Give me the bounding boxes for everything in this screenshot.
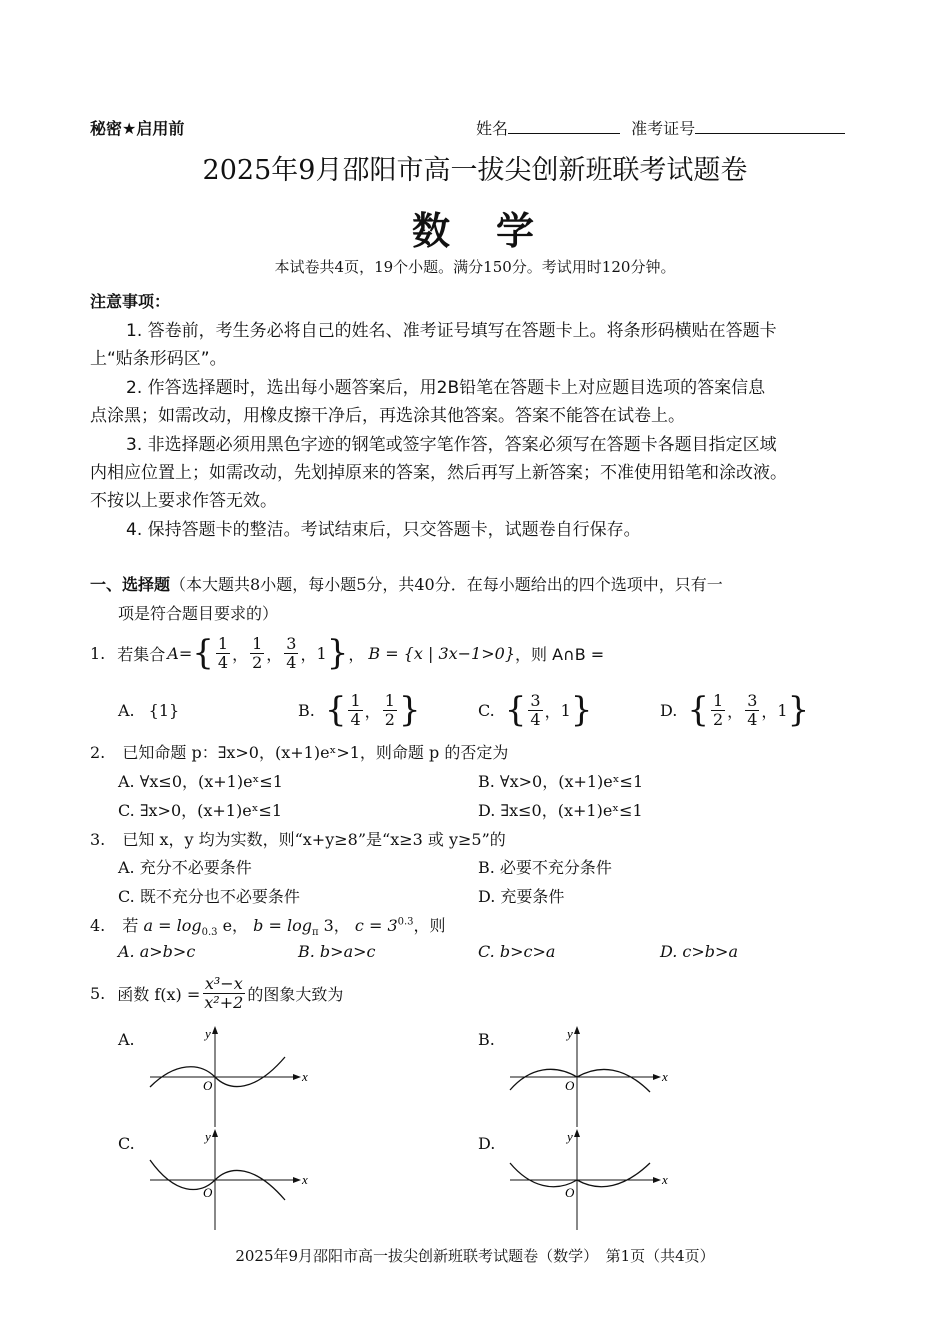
q2-number: 2. — [90, 743, 106, 762]
id-blank — [695, 119, 845, 134]
section-1-header — [90, 572, 723, 595]
q1-option-b[interactable]: B. { $\frac{1}{4}$ ， $\frac{1}{2}$ } — [298, 690, 421, 730]
section-1-heading: 一、选择题 — [90, 575, 171, 594]
q2-stem-text: 已知命题 p：∃x>0，(x+1)eˣ>1，则命题 p 的否定为 — [122, 743, 509, 762]
exam-title: 2025年9月邵阳市高一拔尖创新班联考试题卷 — [202, 155, 748, 186]
svg-text:y: y — [205, 1129, 211, 1144]
q1-frac-3-4: $\frac{3}{4}$ — [286, 633, 297, 672]
notice-item-3-line1: 3. 非选择题必须用黑色字迹的钢笔或签字笔作答，答案必须写在答题卡各题目指定区域 — [126, 435, 777, 455]
id-label: 准考证号 — [631, 119, 696, 138]
q4-option-a[interactable]: A. a>b>c — [118, 942, 196, 961]
notice-item-3-line3: 不按以上要求作答无效。 — [90, 491, 277, 511]
section-1-desc-cont: 项是符合题目要求的） — [118, 604, 279, 623]
svg-text:x: x — [662, 1069, 668, 1084]
q5-number: 5. — [90, 983, 106, 1003]
page-footer: 2025年9月邵阳市高一拔尖创新班联考试题卷（数学） 第1页（共4页） — [235, 1247, 715, 1265]
question-1-stem: 1. 若集合 A = { $\frac{1}{4}$ ， $\frac{1}{2}$ ， $\frac{3}{4}$ ， 1 } ， B = {x | 3x−1>0} ，则 A∩B = — [90, 633, 605, 673]
notice-item-2-line2: 点涂黑；如需改动，用橡皮擦干净后，再选涂其他答案。答案不能答在试卷上。 — [90, 406, 685, 426]
q2-option-d[interactable]: D. ∃x≤0，(x+1)eˣ≤1 — [478, 801, 643, 820]
q1-eq: = — [178, 643, 193, 663]
q1-frac-1-4: $\frac{1}{4}$ — [217, 633, 229, 672]
question-3-stem — [90, 827, 506, 850]
graph-c — [145, 1125, 335, 1235]
q2-option-b[interactable]: B. ∀x>0，(x+1)eˣ≤1 — [478, 772, 644, 791]
q1-brace-left: { — [192, 633, 214, 673]
question-4-stem: 4. 若 $a = \log_{0.3} e$， $b = \log_\pi 3$， $c = 3^{0.3}$，则 — [90, 916, 446, 939]
q1-frac-1-2: $\frac{1}{2}$ — [252, 633, 263, 672]
notice-heading: 注意事项： — [90, 292, 171, 311]
q4-number: 4. — [90, 916, 106, 935]
svg-text:x: x — [662, 1172, 668, 1187]
name-label: 姓名 — [476, 119, 509, 138]
q1-option-d[interactable]: D. { $\frac{1}{2}$ ， $\frac{3}{4}$ ， 1 } — [660, 690, 810, 730]
question-5-stem: 5. 函数 f(x) = $\frac{\text{x³−x}}{\text{x²+2}}$ 的图象大致为 — [90, 973, 344, 1012]
q1-set-b: B = {x | 3x−1>0} — [368, 643, 515, 663]
q5-option-b[interactable]: B. — [478, 1030, 495, 1049]
svg-text:x: x — [302, 1172, 308, 1187]
q1-elem-1: 1 — [316, 643, 327, 663]
svg-text:O: O — [565, 1185, 575, 1200]
svg-text:O: O — [203, 1185, 213, 1200]
q4-option-b[interactable]: B. b>a>c — [298, 942, 376, 961]
q4-option-d[interactable]: D. c>b>a — [660, 942, 738, 961]
q3-number: 3. — [90, 830, 106, 849]
name-field — [476, 116, 845, 139]
q1-option-c[interactable]: C. { $\frac{3}{4}$ ， 1 } — [478, 690, 593, 730]
q2-option-a[interactable]: A. ∀x≤0，(x+1)eˣ≤1 — [118, 772, 283, 791]
exam-intro: 本试卷共4页，19个小题。满分150分。考试用时120分钟。 — [274, 258, 676, 276]
notice-item-1-line2: 上“贴条形码区”。 — [90, 349, 227, 369]
svg-text:y: y — [567, 1026, 573, 1041]
svg-text:y: y — [567, 1129, 573, 1144]
subject-title: 数 学 — [411, 209, 538, 253]
q5-fraction: $\frac{\text{x³−x}}{\text{x²+2}}$ — [204, 973, 244, 1012]
graph-b — [505, 1022, 695, 1132]
q2-option-c[interactable]: C. ∃x>0，(x+1)eˣ≤1 — [118, 801, 283, 820]
svg-text:O: O — [203, 1078, 213, 1093]
secret-label: 秘密★启用前 — [90, 119, 185, 138]
q3-option-c[interactable]: C. 既不充分也不必要条件 — [118, 887, 300, 906]
name-blank — [508, 119, 620, 134]
q3-option-a[interactable]: A. 充分不必要条件 — [118, 858, 252, 877]
notice-item-4-line1: 4. 保持答题卡的整洁。考试结束后，只交答题卡，试题卷自行保存。 — [126, 520, 641, 540]
graph-a — [145, 1022, 335, 1132]
q4-option-c[interactable]: C. b>c>a — [478, 942, 556, 961]
graph-d — [505, 1125, 695, 1235]
q1-option-a[interactable]: A. {1} — [118, 700, 180, 720]
q1-number: 1. — [90, 643, 106, 663]
q1-tail: ，则 A∩B = — [515, 644, 605, 664]
section-1-desc: （本大题共8小题，每小题5分，共40分．在每小题给出的四个选项中，只有一 — [170, 575, 723, 594]
notice-item-2-line1: 2. 作答选择题时，选出每小题答案后，用2B铅笔在答题卡上对应题目选项的答案信息 — [126, 378, 766, 398]
question-2-stem — [90, 740, 508, 763]
q1-brace-right: } — [326, 633, 349, 673]
q5-option-d[interactable]: D. — [478, 1134, 496, 1153]
q1-var-a: A — [167, 643, 179, 663]
notice-item-1-line1: 1. 答卷前，考生务必将自己的姓名、准考证号填写在答题卡上。将条形码横贴在答题卡 — [126, 321, 777, 341]
svg-text:y: y — [205, 1026, 211, 1041]
q3-option-b[interactable]: B. 必要不充分条件 — [478, 858, 612, 877]
svg-text:O: O — [565, 1078, 575, 1093]
svg-text:x: x — [302, 1069, 308, 1084]
q5-option-c[interactable]: C. — [118, 1134, 135, 1153]
q3-stem-text: 已知 x，y 均为实数，则“x+y≥8”是“x≥3 或 y≥5”的 — [122, 830, 506, 849]
notice-item-3-line2: 内相应位置上；如需改动，先划掉原来的答案，然后再写上新答案；不准使用铅笔和涂改液。 — [90, 463, 787, 483]
q5-option-a[interactable]: A. — [118, 1030, 135, 1049]
q3-option-d[interactable]: D. 充要条件 — [478, 887, 565, 906]
q1-stem-text: 若集合 — [117, 644, 166, 664]
